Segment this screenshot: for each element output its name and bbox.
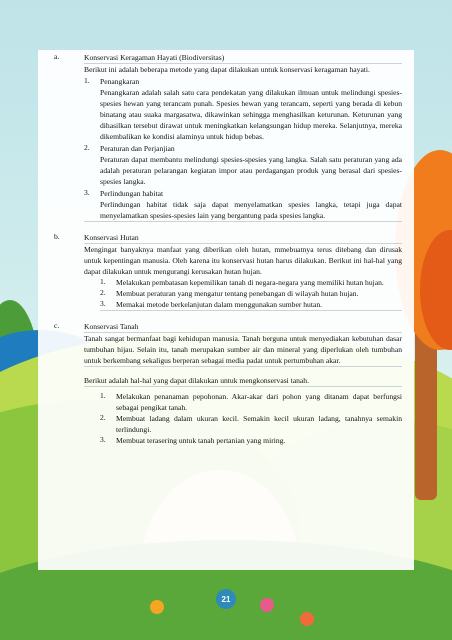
section-intro: Mengingat banyaknya manfaat yang diberikan oleh hutan, mmebuatnya terus ditebang dan dirusak untuk kepentingan manusia. Oleh karena itu konservasi hutan harus dilakukan. Berikut ini hal-hal yang dapat dilakukan untuk mengurangi kerusakan hutan hujan. [84, 245, 402, 276]
item-text: Membuat ladang dalam ukuran kecil. Semakin kecil ukuran ladang, tanahnya semakin terlindungi. [116, 414, 402, 434]
section-letter: b. [54, 232, 60, 241]
numbered-list [100, 277, 402, 311]
item-number: 2. [84, 143, 90, 152]
list-item [84, 143, 402, 187]
item-number: 1. [100, 277, 106, 286]
item-title: Perlindungan habitat [100, 189, 164, 198]
item-title: Penangkaran [100, 77, 140, 86]
flower-icon [300, 612, 314, 626]
section-letter: c. [54, 321, 60, 330]
section-letter: a. [54, 52, 60, 61]
list-item [100, 277, 402, 288]
item-text: Melakukan penanaman pepohonan. Akar-akar dari pohon yang ditanam dapat berfungsi sebagai pengikat tanah. [116, 392, 402, 412]
page-number-badge: 21 [216, 589, 236, 609]
list-item [100, 288, 402, 299]
item-number: 3. [100, 299, 106, 308]
flower-icon [260, 598, 274, 612]
list-item [84, 76, 402, 142]
section-biodiversity [54, 52, 402, 222]
flower-icon [150, 600, 164, 614]
item-title: Peraturan dan Perjanjian [100, 144, 175, 153]
list-item [100, 413, 402, 435]
item-text: Membuat terasering untuk tanah pertanian yang miring. [116, 436, 286, 445]
section-forest [54, 232, 402, 311]
section-intro: Tanah sangat bermanfaat bagi kehidupan manusia. Tanah berguna untuk menyediakan kebutuhan dasar tumbuhan hijau. Selain itu, tanah merupakan sumber air dan mineral yang diperlukan oleh tumbuhan untuk berkembang sekaligus berperan sebagai media padat untuk pertumbuhan akar. [84, 334, 402, 365]
item-text: Peraturan dapat membantu melindungi spesies-spesies yang langka. Salah satu peraturan yang ada adalah peraturan pelarangan kegiatan impor atau perdagangan produk yang berasal dari spesies-spesies langka. [100, 155, 402, 186]
item-number: 3. [84, 188, 90, 197]
item-number: 1. [84, 76, 90, 85]
section-soil [54, 321, 402, 446]
item-number: 2. [100, 413, 106, 422]
numbered-list [100, 391, 402, 446]
item-text: Perlindungan habitat tidak saja dapat menyelamatkan spesies langka, tetapi juga dapat menyelamatkan spesies-spesies lain yang bergantung pada spesies langka. [100, 200, 402, 220]
item-number: 1. [100, 391, 106, 400]
section-title: Konservasi Keragaman Hayati (Biodiversitas) [84, 52, 402, 64]
item-number: 3. [100, 435, 106, 444]
list-item [100, 391, 402, 413]
section-title: Konservasi Tanah [84, 321, 402, 333]
section-title: Konservasi Hutan [84, 232, 402, 244]
item-number: 2. [100, 288, 106, 297]
document-content [54, 52, 402, 456]
list-item [100, 435, 402, 446]
item-text: Penangkaran adalah salah satu cara pendekatan yang dilakukan ilmuan untuk melindungi spesies-spesies hewan yang terancam punah. Spesies hewan yang terancam, seperti yang berada di kebun binatang atau suaka margasatwa, dikawinkan sehingga menghasilkan keturunan. Keturunan yang dihasilkan tersebut dirawat untuk meningkatkan kelangsungan hidup mereka. Selanjutnya, mereka dikembalikan ke kondisi alaminya untuk hidup bebas. [100, 88, 402, 141]
list-item [84, 188, 402, 222]
item-text: Membuat peraturan yang mengatur tentang penebangan di wilayah hutan hujan. [116, 289, 359, 298]
list-item [100, 299, 402, 310]
section-intro: Berikut ini adalah beberapa metode yang dapat dilakukan untuk konservasi keragaman hayati. [84, 65, 370, 74]
item-text: Melakukan pembatasan kepemilikan tanah di negara-negara yang memiliki hutan hujan. [116, 278, 384, 287]
section-intro-2: Berikut adalah hal-hal yang dapat dilakukan untuk mengkonservasi tanah. [84, 375, 402, 387]
item-text: Memakai metode berkelanjutan dalam menggunakan sumber hutan. [116, 300, 323, 309]
